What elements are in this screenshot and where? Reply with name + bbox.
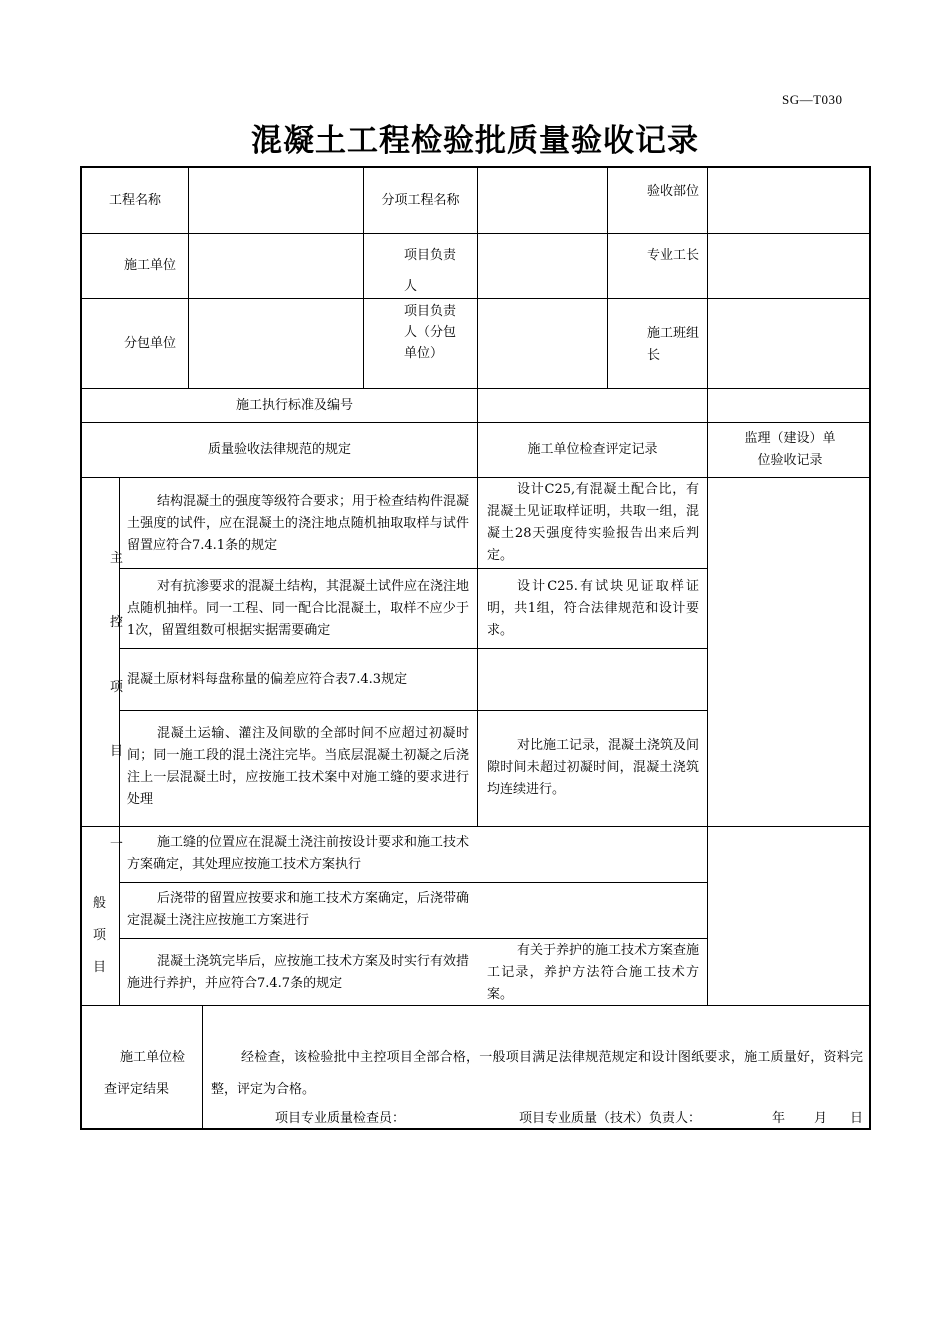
acceptance-part-value [708, 168, 869, 233]
standard-label: 施工执行标准及编号 [235, 397, 353, 413]
subcontract-unit-label: 分包单位 [123, 335, 176, 351]
project-manager-value [478, 234, 607, 298]
month-label: 月 [814, 1111, 828, 1126]
general-spec-1: 施工缝的位置应在混凝土浇注前按设计要求和施工技术方案确定，其处理应按施工技术方案执行 [127, 835, 470, 872]
main-control-record-3 [487, 649, 699, 710]
main-control-spec-4: 混凝土运输、灌注及间歇的全部时间不应超过初凝时间；同一施工段的混土浇注完毕。当底层混凝土初凝之后浇注上一层混凝土时，应按施工技术案中对施工缝的要求进行处理 [127, 726, 469, 807]
inspector-label: 项目专业质量检查员： [275, 1111, 406, 1126]
general-spec-3: 混凝土浇筑完毕后，应按施工技术方案及时实行有效措施进行养护，并应符合7.4.7条的规定 [127, 954, 470, 991]
main-control-char-2: 控 [110, 615, 124, 630]
general-char-4: 目 [93, 960, 107, 975]
acceptance-part-label: 验收部位 [647, 184, 700, 199]
contractor-record-column-header: 施工单位检查评定记录 [527, 442, 658, 457]
general-record-1 [487, 827, 699, 882]
sub-project-manager-label: 项目负责人（分包单位） [404, 304, 457, 361]
general-char-2: 般 [93, 896, 107, 911]
main-control-record-1: 设计C25,有混凝土配合比，有混凝土见证取样证明，共取一组，混凝土28天强度待实验报告出来后判定。 [487, 482, 699, 563]
main-control-char-3: 项 [110, 680, 124, 695]
result-text: 经检查，该检验批中主控项目全部合格，一般项目满足法律规范规定和设计图纸要求，施工质量好，资料完整，评定为合格。 [211, 1050, 863, 1097]
project-name-label: 工程名称 [108, 192, 161, 208]
main-control-record-4: 对比施工记录，混凝土浇筑及间隙时间未超过初凝时间，混凝土浇筑均连续进行。 [487, 738, 700, 797]
year-label: 年 [772, 1111, 786, 1126]
construction-unit-value [189, 234, 363, 298]
manager-label: 项目专业质量（技术）负责人： [519, 1111, 702, 1126]
sub-project-manager-value [478, 299, 607, 388]
spec-column-header: 质量验收法律规范的规定 [207, 442, 351, 457]
project-name-value [189, 168, 363, 233]
day-label: 日 [850, 1111, 864, 1126]
team-leader-label: 施工班组长 [647, 326, 700, 363]
general-char-3: 项 [93, 928, 107, 943]
general-spec-2: 后浇带的留置应按要求和施工技术方案确定，后浇带确定混凝土浇注应按施工方案进行 [127, 891, 470, 928]
main-control-spec-1: 结构混凝土的强度等级符合要求；用于检查结构件混凝土强度的试件，应在混凝土的浇注地点随机抽取取样与试件留置应符合7.4.1条的规定 [127, 494, 470, 553]
foreman-label: 专业工长 [647, 248, 700, 263]
subitem-name-label: 分项工程名称 [381, 192, 460, 208]
page-title: 混凝土工程检验批质量验收记录 [251, 123, 699, 159]
project-manager-label: 项目负责人 [404, 248, 457, 294]
main-control-spec-3: 混凝土原材料每盘称量的偏差应符合表7.4.3规定 [127, 671, 408, 687]
main-control-char-4: 目 [110, 744, 124, 759]
general-char-1: 一 [110, 837, 124, 852]
general-record-2 [487, 883, 699, 938]
supervisor-record-column-header: 监理（建设）单位验收记录 [744, 431, 836, 468]
main-control-record-2: 设计C25.有试块见证取样证明，共1组，符合法律规范和设计要求。 [487, 579, 699, 638]
result-label: 施工单位检查评定结果 [104, 1050, 186, 1097]
main-control-char-1: 主 [110, 551, 124, 566]
inspection-record-table [80, 166, 871, 1130]
form-code: SG—T030 [782, 92, 843, 107]
general-record-3: 有关于养护的施工技术方案查施工记录，养护方法符合施工技术方案。 [487, 943, 700, 1002]
team-leader-value [708, 299, 869, 388]
foreman-value [708, 234, 869, 298]
subitem-name-value [478, 168, 607, 233]
main-control-spec-2: 对有抗渗要求的混凝土结构，其混凝土试件应在浇注地点随机抽样。同一工程、同一配合比混凝土，取样不应少于1次，留置组数可根据实据需要确定 [127, 579, 470, 638]
subcontract-unit-value [189, 299, 363, 388]
standard-value [478, 389, 869, 422]
construction-unit-label: 施工单位 [123, 258, 176, 273]
